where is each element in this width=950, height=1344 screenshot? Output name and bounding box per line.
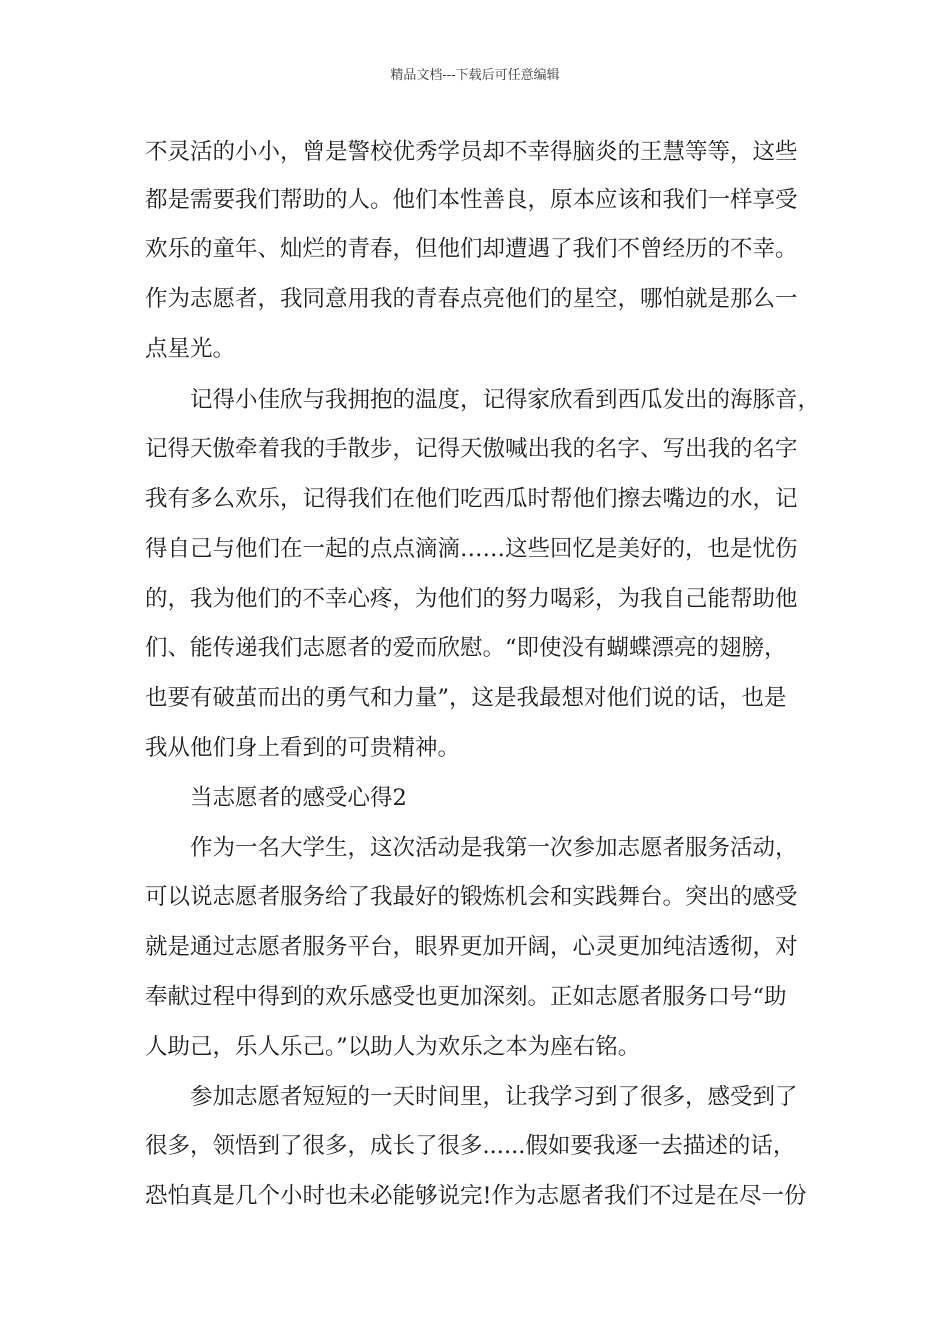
body-text-line: 作为志愿者，我同意用我的青春点亮他们的星空，哪怕就是那么一 [145, 286, 798, 312]
body-text-line: 也要有破茧而出的勇气和力量”，这是我最想对他们说的话，也是 [145, 685, 787, 711]
body-text-line: 奉献过程中得到的欢乐感受也更加深刻。正如志愿者服务口号“助 [145, 984, 787, 1010]
body-text-line: 欢乐的童年、灿烂的青春，但他们却遭遇了我们不曾经历的不幸。 [145, 236, 798, 262]
body-text-line: 我有多么欢乐，记得我们在他们吃西瓜时帮他们擦去嘴边的水，记 [145, 486, 798, 512]
body-text-line: 得自己与他们在一起的点点滴滴……这些回忆是美好的，也是忧伤 [145, 536, 798, 562]
body-text-line: 们、能传递我们志愿者的爱而欣慰。“即使没有蝴蝶漂亮的翅膀， [145, 635, 787, 661]
body-text-line: 参加志愿者短短的一天时间里，让我学习到了很多，感受到了 [190, 1084, 798, 1110]
body-text-line: 人助己，乐人乐己。”以助人为欢乐之本为座右铭。 [145, 1034, 641, 1060]
body-text-line: 可以说志愿者服务给了我最好的锻炼机会和实践舞台。突出的感受 [145, 884, 798, 910]
body-text-line: 就是通过志愿者服务平台，眼界更加开阔，心灵更加纯洁透彻，对 [145, 934, 798, 960]
body-text-line: 都是需要我们帮助的人。他们本性善良，原本应该和我们一样享受 [145, 187, 798, 213]
body-text-line: 恐怕真是几个小时也未必能够说完!作为志愿者我们不过是在尽一份 [145, 1183, 807, 1209]
body-text-line: 的，我为他们的不幸心疼，为他们的努力喝彩，为我自己能帮助他 [145, 586, 798, 612]
section-heading: 当志愿者的感受心得2 [190, 785, 407, 811]
body-text-line: 不灵活的小小，曾是警校优秀学员却不幸得脑炎的王慧等等，这些 [145, 139, 798, 165]
body-text-line: 记得天傲牵着我的手散步，记得天傲喊出我的名字、写出我的名字 [145, 436, 798, 462]
body-text-line: 点星光。 [145, 336, 236, 362]
body-text-line: 很多，领悟到了很多，成长了很多......假如要我逐一去描述的话， [145, 1133, 796, 1159]
body-text-line: 我从他们身上看到的可贵精神。 [145, 735, 461, 761]
body-text-line: 作为一名大学生，这次活动是我第一次参加志愿者服务活动， [190, 835, 798, 861]
page-header: 精品文档---下载后可任意编辑 [390, 68, 560, 83]
body-text-line: 记得小佳欣与我拥抱的温度，记得家欣看到西瓜发出的海豚音， [190, 387, 821, 413]
